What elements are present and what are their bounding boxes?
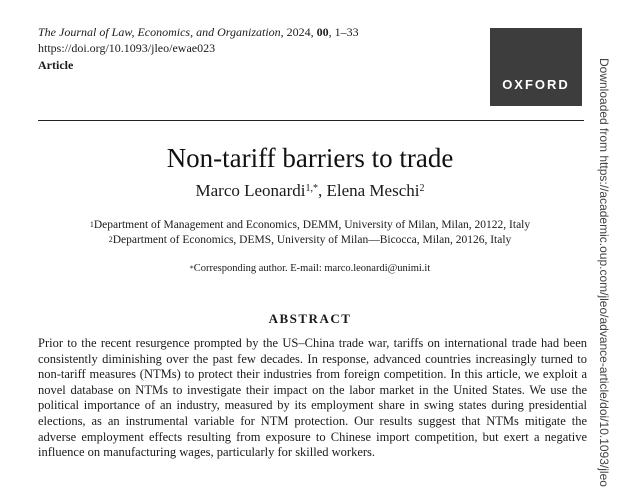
affiliation-line [0, 218, 620, 233]
affiliations [0, 218, 620, 248]
affiliation-text: Department of Economics, DEMS, University of Milan—Bicocca, Milan, 20126, Italy [112, 234, 512, 246]
paper-title: Non-tariff barriers to trade [166, 143, 454, 173]
author-name: Elena Meschi [326, 181, 420, 200]
affiliation-line [0, 233, 620, 248]
journal-volume: 00 [316, 25, 329, 39]
author-separator: , [317, 181, 327, 200]
affiliation-mark: 2 [108, 235, 113, 244]
author-affil-mark: 1,* [305, 183, 318, 194]
oxford-logo-text: OXFORD [502, 77, 570, 92]
journal-name: The Journal of Law, Economics, and Organization [38, 25, 281, 39]
doi-link[interactable]: https://doi.org/10.1093/jleo/ewae023 [38, 41, 216, 55]
article-type: Article [38, 58, 74, 72]
affiliation-text: Department of Management and Economics, DEMM, University of Milan, Milan, 20122, Italy [93, 219, 531, 231]
author-affil-mark: 2 [419, 183, 425, 194]
header-divider [38, 120, 584, 121]
journal-year: 2024, [286, 25, 314, 39]
abstract-body: Prior to the recent resurgence prompted by the US–China trade war, tariffs on international trade had been consistently diminishing over the past few decades. In response, advanced countries increasingly turned to non-tariff measures (NTMs) to protect their industries from foreign competition. In this article, we exploit a novel database on NTMs to investigate their impact on the labor market in the United States. We use the political importance of an industry, measured by its employment share in swing states during presidential elections, as an instrumental variable for NTM protection. Our results suggest that NTMs mitigate the adverse employment effects resulting from exposure to Chinese import competition, but exert a negative influence on manufacturing wages, particularly for skilled workers. [38, 336, 587, 460]
author-name: Marco Leonardi [195, 181, 306, 200]
abstract-heading: ABSTRACT [268, 311, 352, 326]
author-list [0, 180, 620, 202]
corresponding-text: Corresponding author. E-mail: marco.leonardi@unimi.it [193, 263, 431, 274]
oxford-logo [490, 28, 582, 106]
affiliation-mark: 1 [89, 220, 94, 229]
download-watermark-text: Downloaded from https://academic.oup.com/jleo/advance-article/doi/10.1093/jleo [597, 58, 611, 487]
journal-citation: The Journal of Law, Economics, and Organization, 2024, 00, 1–33 [38, 25, 359, 39]
corresponding-author [0, 262, 620, 276]
journal-pages: , 1–33 [328, 25, 359, 39]
corresponding-mark: * [189, 264, 194, 273]
